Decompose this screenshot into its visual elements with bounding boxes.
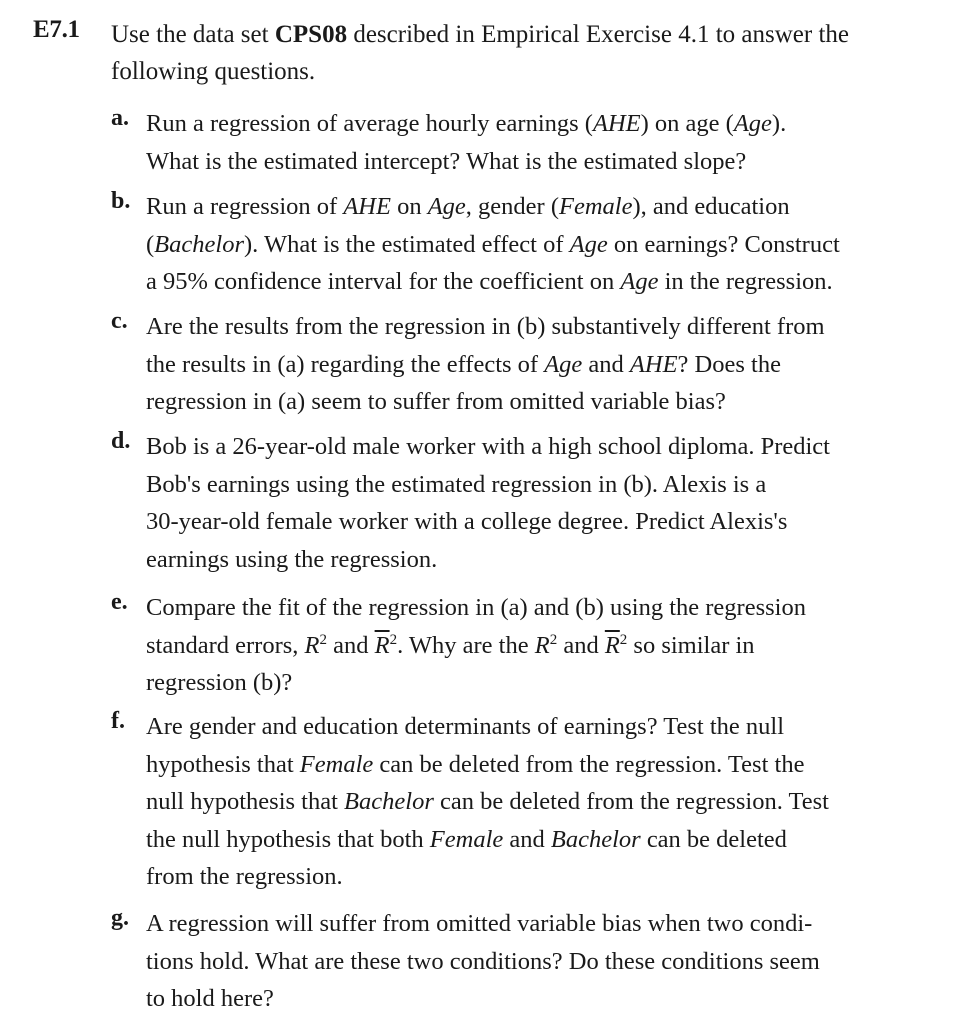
exercise-intro: Use the data set CPS08 described in Empirical Exercise 4.1 to answer the following questions. <box>111 21 849 85</box>
question-b <box>111 188 901 301</box>
question-letter: d. <box>111 428 131 454</box>
question-text: Are the results from the regression in (b) substantively different from the results in (a) regarding the effects of Age and AHE? Does the regression in (a) seem to suffer from omitted variable bias? <box>146 313 825 415</box>
question-text: Bob is a 26-year-old male worker with a high school diploma. Predict Bob's earnings using the estimated regression in (b). Alexis is a 30-year-old female worker with a college degree. Predict Alexis's earnings using the regression. <box>146 433 830 573</box>
question-f <box>111 708 901 896</box>
question-text: A regression will suffer from omitted variable bias when two condi- tions hold. What are these two conditions? Do these conditions seem to hold here? <box>146 910 820 1012</box>
question-text: Run a regression of AHE on Age, gender (Female), and education (Bachelor). What is the estimated effect of Age on earnings? Construct a 95% confidence interval for the coefficient on Age in the regression. <box>146 193 840 295</box>
question-c <box>111 308 901 421</box>
question-letter: a. <box>111 105 129 131</box>
question-text: Run a regression of average hourly earnings (AHE) on age (Age). What is the estimated intercept? What is the estimated slope? <box>146 110 787 175</box>
question-e <box>111 589 901 702</box>
question-letter: f. <box>111 708 125 734</box>
question-text: Compare the fit of the regression in (a) and (b) using the regression standard errors, $R^2$ and $\overline{R}^2$. Why are the $R^2$ and $\overline{R}^2$ so similar in regression (b)? <box>146 594 806 696</box>
question-letter: e. <box>111 589 128 615</box>
question-text: Are gender and education determinants of earnings? Test the null hypothesis that Female can be deleted from the regression. Test the null hypothesis that Bachelor can be deleted from the regression. Test the null hypothesis that both Female and Bachelor can be deleted from the regression. <box>146 713 829 890</box>
question-letter: g. <box>111 905 129 931</box>
question-a <box>111 105 901 180</box>
question-g <box>111 905 901 1018</box>
question-letter: b. <box>111 188 131 214</box>
question-letter: c. <box>111 308 128 334</box>
question-d <box>111 428 901 578</box>
dataset-name: CPS08 <box>274 21 348 48</box>
exercise-label: E7.1 <box>33 16 80 43</box>
